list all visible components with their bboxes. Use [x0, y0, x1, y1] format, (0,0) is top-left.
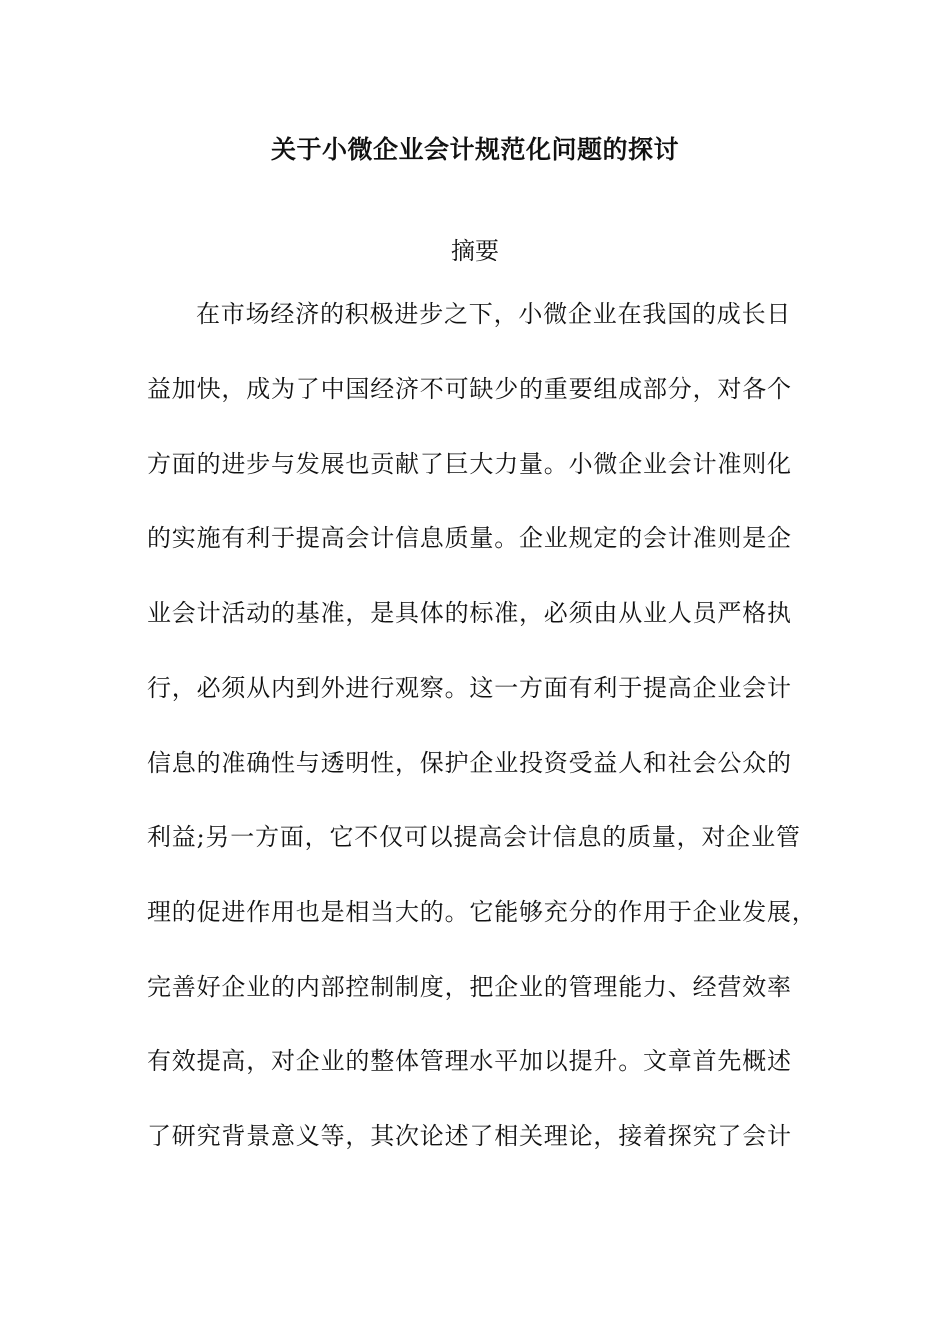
abstract-line: 的实施有利于提高会计信息质量。企业规定的会计准则是企 [147, 524, 792, 552]
abstract-line: 益加快，成为了中国经济不可缺少的重要组成部分，对各个 [147, 375, 792, 403]
abstract-line: 在市场经济的积极进步之下，小微企业在我国的成长日 [196, 300, 792, 328]
document-title: 关于小微企业会计规范化问题的探讨 [270, 135, 679, 164]
abstract-line: 了研究背景意义等，其次论述了相关理论，接着探究了会计 [147, 1122, 792, 1150]
abstract-line: 完善好企业的内部控制制度，把企业的管理能力、经营效率 [147, 973, 792, 1001]
abstract-line: 行，必须从内到外进行观察。这一方面有利于提高企业会计 [147, 674, 792, 702]
abstract-line: 理的促进作用也是相当大的。它能够充分的作用于企业发展， [147, 898, 817, 926]
abstract-line: 业会计活动的基准，是具体的标准，必须由从业人员严格执 [147, 599, 792, 627]
abstract-line: 利益;另一方面，它不仅可以提高会计信息的质量，对企业管 [147, 823, 801, 851]
abstract-line: 信息的准确性与透明性，保护企业投资受益人和社会公众的 [147, 749, 792, 777]
abstract-line: 方面的进步与发展也贡献了巨大力量。小微企业会计准则化 [147, 450, 792, 478]
abstract-line: 有效提高，对企业的整体管理水平加以提升。文章首先概述 [147, 1047, 792, 1075]
abstract-heading: 摘要 [451, 237, 499, 265]
